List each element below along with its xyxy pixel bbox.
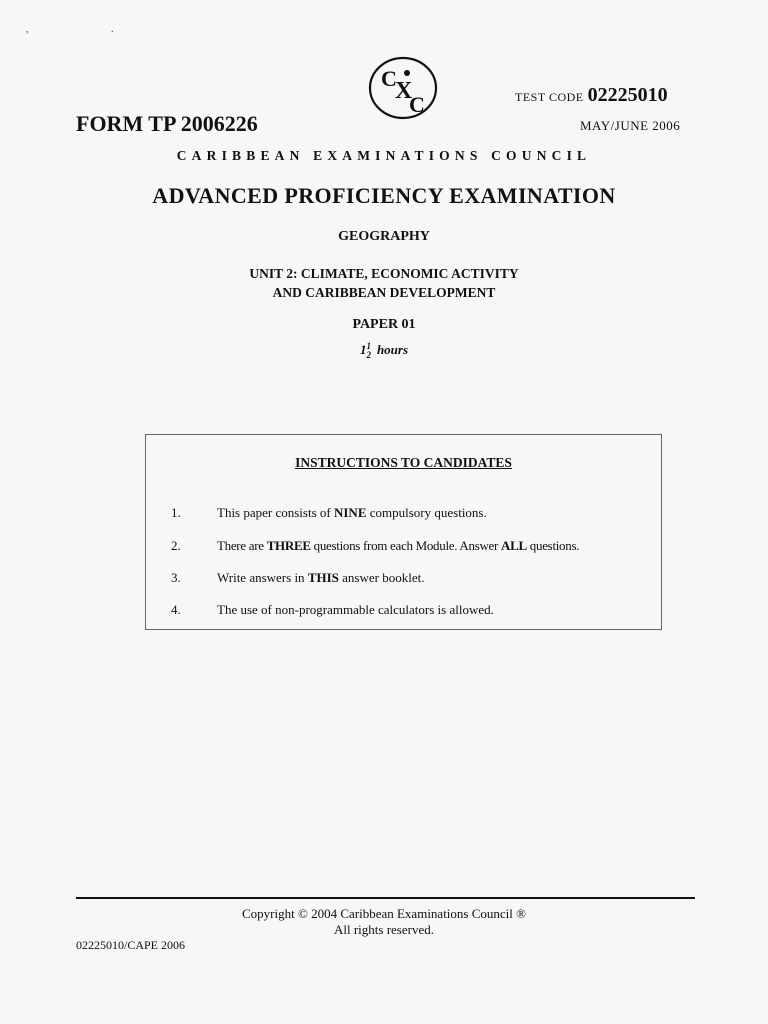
rights-notice: All rights reserved. bbox=[333, 922, 434, 937]
instruction-text: There are THREE questions from each Module. Answer ALL questions. bbox=[217, 538, 580, 553]
stray-marks: , . bbox=[26, 24, 154, 35]
form-code: FORM TP 2006226 bbox=[76, 111, 258, 136]
unit-title-line2: AND CARIBBEAN DEVELOPMENT bbox=[272, 285, 496, 300]
duration-fraction bbox=[366, 342, 371, 360]
test-code-label: TEST CODE bbox=[515, 90, 584, 104]
svg-text:C: C bbox=[409, 92, 425, 117]
duration bbox=[0, 342, 768, 360]
exam-title: ADVANCED PROFICIENCY EXAMINATION bbox=[152, 183, 616, 208]
paper-number: PAPER 01 bbox=[352, 317, 416, 332]
instruction-number: 2. bbox=[171, 538, 181, 553]
test-code-value: 02225010 bbox=[587, 84, 668, 106]
svg-text:X: X bbox=[395, 78, 413, 104]
duration-whole: 1 bbox=[359, 342, 367, 357]
duration-numerator: 1 bbox=[366, 341, 371, 352]
instruction-number: 1. bbox=[171, 505, 181, 520]
unit-title-line1: UNIT 2: CLIMATE, ECONOMIC ACTIVITY bbox=[249, 266, 519, 281]
instructions-box bbox=[145, 434, 662, 630]
footer-code: 02225010/CAPE 2006 bbox=[76, 938, 186, 952]
instruction-text: The use of non-programmable calculators is allowed. bbox=[217, 602, 494, 617]
instruction-number: 4. bbox=[171, 602, 181, 617]
instruction-number: 3. bbox=[171, 570, 181, 585]
exam-session: MAY/JUNE 2006 bbox=[580, 118, 681, 133]
instruction-text: Write answers in THIS answer booklet. bbox=[217, 570, 425, 585]
instructions-heading: INSTRUCTIONS TO CANDIDATES bbox=[295, 455, 512, 470]
svg-text:C: C bbox=[381, 66, 397, 91]
copyright-notice: Copyright © 2004 Caribbean Examinations Council ® bbox=[241, 906, 527, 921]
cxc-logo bbox=[367, 56, 439, 120]
test-code bbox=[515, 84, 668, 107]
council-name: CARIBBEAN EXAMINATIONS COUNCIL bbox=[176, 148, 592, 163]
footer-rule bbox=[76, 897, 695, 899]
subject: GEOGRAPHY bbox=[338, 229, 430, 244]
instruction-text: This paper consists of NINE compulsory questions. bbox=[217, 505, 487, 520]
duration-denominator: 2 bbox=[366, 350, 371, 361]
duration-unit: hours bbox=[376, 342, 409, 357]
